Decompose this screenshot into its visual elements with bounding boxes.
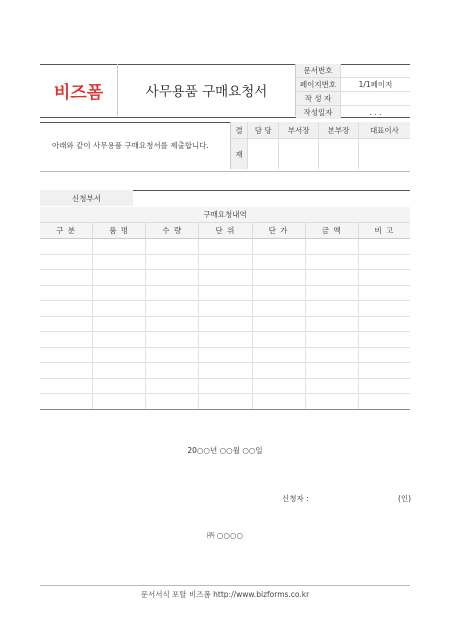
approval-role: 대표이사 (358, 122, 410, 139)
table-row (40, 394, 410, 410)
table-cell[interactable] (358, 378, 410, 394)
table-cell[interactable] (305, 316, 358, 332)
table-cell[interactable] (252, 270, 305, 286)
table-cell[interactable] (40, 239, 93, 255)
table-cell[interactable] (305, 363, 358, 379)
column-header: 수 량 (146, 223, 199, 239)
approval-sign-cell[interactable] (319, 139, 359, 170)
table-cell[interactable] (93, 363, 146, 379)
meta-key: 문서번호 (296, 64, 341, 78)
column-header: 단 위 (199, 223, 252, 239)
table-cell[interactable] (199, 332, 252, 348)
meta-value[interactable] (341, 92, 411, 106)
table-cell[interactable] (358, 254, 410, 270)
table-cell[interactable] (199, 285, 252, 301)
table-cell[interactable] (146, 394, 199, 410)
approval-role: 본부장 (319, 122, 359, 139)
table-cell[interactable] (305, 239, 358, 255)
table-cell[interactable] (252, 347, 305, 363)
approval-sign-cell[interactable] (358, 139, 410, 170)
table-cell[interactable] (252, 316, 305, 332)
table-cell[interactable] (199, 254, 252, 270)
footer-divider (40, 585, 410, 586)
column-header: 금 액 (305, 223, 358, 239)
table-cell[interactable] (199, 363, 252, 379)
table-cell[interactable] (93, 270, 146, 286)
table-cell[interactable] (40, 301, 93, 317)
table-cell[interactable] (199, 301, 252, 317)
table-cell[interactable] (93, 332, 146, 348)
column-header: 비 고 (358, 223, 410, 239)
column-header: 단 가 (252, 223, 305, 239)
table-cell[interactable] (146, 363, 199, 379)
approval-side-label: 재 (231, 139, 248, 170)
company-name: ㈜ ○○○○ (206, 531, 244, 540)
table-cell[interactable] (199, 347, 252, 363)
applicant-label: 신청자 : (282, 494, 309, 503)
table-cell[interactable] (199, 239, 252, 255)
table-cell[interactable] (146, 347, 199, 363)
table-cell[interactable] (93, 254, 146, 270)
table-cell[interactable] (305, 378, 358, 394)
table-cell[interactable] (40, 285, 93, 301)
table-cell[interactable] (40, 332, 93, 348)
table-cell[interactable] (40, 363, 93, 379)
table-cell[interactable] (305, 332, 358, 348)
table-cell[interactable] (93, 301, 146, 317)
table-row (40, 347, 410, 363)
table-cell[interactable] (40, 394, 93, 410)
table-cell[interactable] (146, 301, 199, 317)
table-cell[interactable] (358, 363, 410, 379)
table-cell[interactable] (146, 239, 199, 255)
table-cell[interactable] (305, 394, 358, 410)
table-cell[interactable] (93, 239, 146, 255)
seal-mark: (인) (398, 494, 412, 503)
table-cell[interactable] (146, 378, 199, 394)
approval-sign-cell[interactable] (279, 139, 319, 170)
table-row (40, 301, 410, 317)
table-cell[interactable] (358, 239, 410, 255)
table-cell[interactable] (358, 301, 410, 317)
table-cell[interactable] (252, 394, 305, 410)
date-line: 20○○년 ○○월 ○○일 (187, 446, 263, 455)
table-cell[interactable] (252, 254, 305, 270)
meta-value[interactable]: . . . (369, 108, 382, 117)
table-row (40, 254, 410, 270)
table-cell[interactable] (40, 347, 93, 363)
table-row (40, 239, 410, 255)
meta-key: 작성일자 (296, 106, 341, 120)
approval-role: 담 당 (248, 122, 279, 139)
meta-value[interactable]: 1/1페이지 (341, 78, 411, 92)
approval-role: 부서장 (279, 122, 319, 139)
approval-side-label: 결 (231, 122, 248, 139)
table-cell[interactable] (305, 270, 358, 286)
footer-text: 문서서식 포탈 비즈폼 http://www.bizforms.co.kr (140, 590, 310, 599)
table-row (40, 270, 410, 286)
column-header: 품 명 (93, 223, 146, 239)
table-cell[interactable] (358, 270, 410, 286)
table-cell[interactable] (199, 378, 252, 394)
items-table (40, 207, 410, 410)
table-cell[interactable] (93, 347, 146, 363)
brand-logo: 비즈폼 (40, 64, 118, 116)
table-cell[interactable] (252, 239, 305, 255)
table-row (40, 363, 410, 379)
table-cell[interactable] (40, 316, 93, 332)
approval-sign-cell[interactable] (248, 139, 279, 170)
table-cell[interactable] (358, 347, 410, 363)
table-cell[interactable] (146, 254, 199, 270)
table-cell[interactable] (199, 394, 252, 410)
items-caption: 구매요청내역 (40, 207, 410, 223)
table-cell[interactable] (199, 270, 252, 286)
table-cell[interactable] (358, 394, 410, 410)
table-cell[interactable] (40, 270, 93, 286)
table-cell[interactable] (93, 316, 146, 332)
table-cell[interactable] (40, 378, 93, 394)
table-cell[interactable] (305, 254, 358, 270)
table-cell[interactable] (358, 316, 410, 332)
table-cell[interactable] (358, 285, 410, 301)
table-cell[interactable] (93, 394, 146, 410)
meta-key: 페이지번호 (296, 78, 341, 92)
table-row (40, 285, 410, 301)
table-cell[interactable] (252, 363, 305, 379)
table-row (40, 332, 410, 348)
table-cell[interactable] (305, 301, 358, 317)
table-cell[interactable] (358, 332, 410, 348)
table-cell[interactable] (252, 285, 305, 301)
table-cell[interactable] (93, 285, 146, 301)
approval-table (230, 122, 410, 169)
table-cell[interactable] (146, 285, 199, 301)
table-cell[interactable] (252, 301, 305, 317)
department-field[interactable] (140, 190, 408, 206)
meta-value[interactable] (341, 64, 411, 78)
table-row (40, 378, 410, 394)
table-cell[interactable] (305, 285, 358, 301)
meta-key: 작 성 자 (296, 92, 341, 106)
document-title: 사무용품 구매요청서 (118, 64, 296, 116)
table-cell[interactable] (252, 378, 305, 394)
table-cell[interactable] (252, 332, 305, 348)
table-cell[interactable] (146, 270, 199, 286)
department-label: 신청부서 (40, 190, 133, 206)
table-cell[interactable] (199, 316, 252, 332)
table-cell[interactable] (93, 378, 146, 394)
table-cell[interactable] (146, 316, 199, 332)
table-cell[interactable] (40, 254, 93, 270)
table-row (40, 316, 410, 332)
column-header: 구 분 (40, 223, 93, 239)
table-cell[interactable] (305, 347, 358, 363)
statement-text: 아래와 같이 사무용품 구매요청서를 제출합니다. (52, 141, 209, 150)
document-meta-table (296, 64, 410, 119)
table-cell[interactable] (146, 332, 199, 348)
